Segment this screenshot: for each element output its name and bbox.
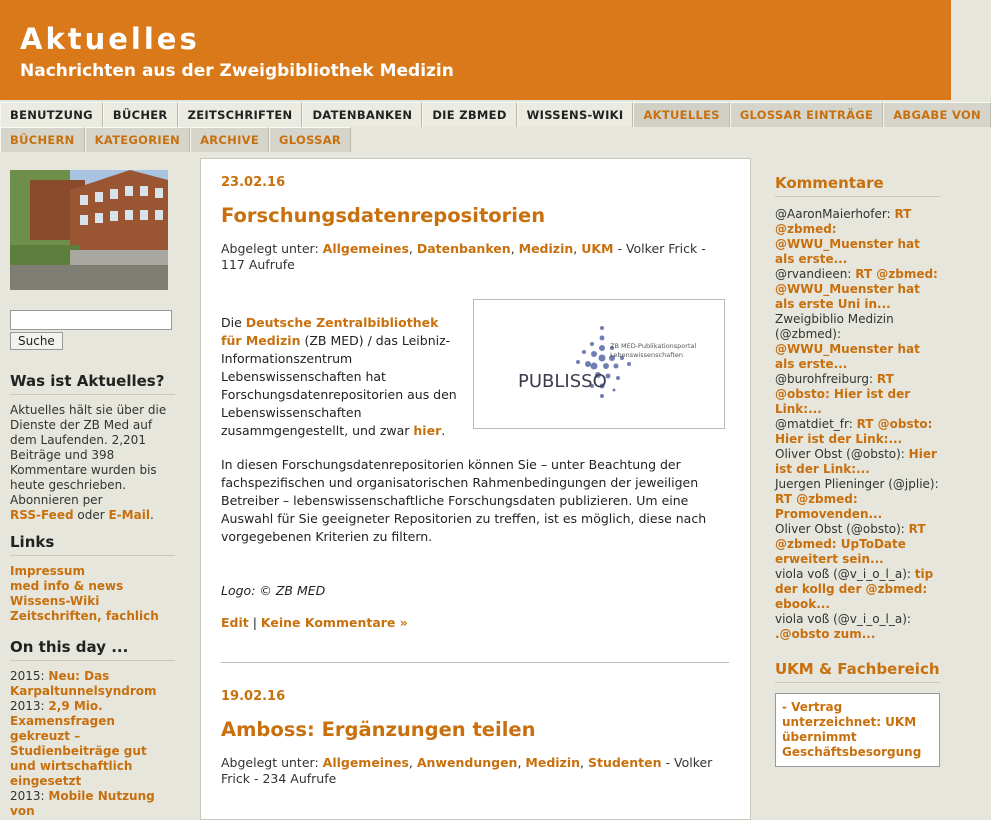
onthisday-heading: On this day ... bbox=[10, 638, 175, 661]
category-link[interactable]: Datenbanken bbox=[416, 241, 511, 256]
comment-item bbox=[775, 447, 940, 477]
nav-datenbanken[interactable]: DATENBANKEN bbox=[302, 102, 422, 127]
post-title[interactable]: Amboss: Ergänzungen teilen bbox=[221, 718, 536, 741]
nav-zeitschriften[interactable]: ZEITSCHRIFTEN bbox=[178, 102, 303, 127]
nav-die-zbmed[interactable]: DIE ZBMED bbox=[422, 102, 516, 127]
category-link[interactable]: UKM bbox=[581, 241, 614, 256]
nav-aktuelles[interactable]: AKTUELLES bbox=[633, 102, 729, 127]
comment-link[interactable]: RT @zbmed: Promovenden... bbox=[775, 492, 883, 521]
nav-wissens-wiki[interactable]: WISSENS-WIKI bbox=[517, 102, 634, 127]
post-title[interactable]: Forschungsdatenrepositorien bbox=[221, 204, 546, 227]
nav-archive[interactable]: ARCHIVE bbox=[190, 127, 269, 152]
comment-item bbox=[775, 567, 940, 612]
nav-row-2 bbox=[0, 127, 351, 153]
comment-author: @matdiet_fr: bbox=[775, 417, 853, 431]
link-med-info[interactable]: med info & news bbox=[10, 579, 124, 593]
site-title[interactable]: Aktuelles bbox=[20, 22, 200, 56]
onthisday-link[interactable]: 2,9 Mio. Examensfragen gekreuzt – Studienbeiträge gut und wirtschaftlich eingesetzt bbox=[10, 699, 147, 788]
comment-author: Oliver Obst (@obsto): bbox=[775, 522, 905, 536]
post-paragraph-2: In diesen Forschungsdatenrepositorien können Sie – unter Beachtung der fachspezifischen und organisatorischen Rahmenbedingungen der jeweiligen Betreiber – lebenswissenschaftliche Forschungsdaten publizieren. Um eine Auswahl für Sie geeigneter Repositorien zu treffen, ist es möglich, diese nach vorgegebenen Kriterien zu filtern. bbox=[221, 457, 707, 544]
comments-link[interactable]: Keine Kommentare » bbox=[260, 615, 408, 630]
comment-item bbox=[775, 417, 940, 447]
comment-link[interactable]: RT @zbmed: @WWU_Muenster hat als erste Uni in... bbox=[775, 267, 938, 311]
p1-text-b: (ZB MED) / das Leibniz-Informationszentrum Lebenswissenschaften hat Forschungsdatenrepositorien aus den Lebenswissenschaften zusammgengestellt, und zwar bbox=[221, 333, 457, 438]
about-or: oder bbox=[77, 508, 105, 522]
comment-link[interactable]: RT @zbmed: UpToDate erweitert sein... bbox=[775, 522, 926, 566]
comment-author: viola voß (@v_i_o_l_a): bbox=[775, 612, 911, 626]
main-nav bbox=[0, 100, 981, 152]
meta-suffix: - Volker Frick - 117 Aufrufe bbox=[221, 241, 706, 272]
nav-row-1 bbox=[0, 102, 991, 128]
post-body-intro bbox=[221, 314, 461, 440]
onthisday-year: 2013: bbox=[10, 699, 45, 713]
nav-glossar-eintraege[interactable]: GLOSSAR EINTRÄGE bbox=[730, 102, 883, 127]
hier-link[interactable]: hier bbox=[413, 423, 442, 438]
comment-author: Juergen Plieninger (@jplie): bbox=[775, 477, 939, 491]
comments-list bbox=[775, 207, 940, 642]
comment-author: Zweigbiblio Medizin (@zbmed): bbox=[775, 312, 894, 341]
search-input[interactable] bbox=[10, 310, 172, 330]
left-sidebar bbox=[10, 170, 175, 819]
post-date: 23.02.16 bbox=[221, 175, 286, 190]
comments-heading: Kommentare bbox=[775, 174, 940, 197]
site-header bbox=[0, 0, 951, 101]
post-body-2 bbox=[221, 456, 729, 632]
link-impressum[interactable]: Impressum bbox=[10, 564, 85, 578]
comment-link[interactable]: Hier ist der Link:... bbox=[775, 447, 937, 476]
onthisday-item bbox=[10, 699, 175, 789]
edit-link[interactable]: Edit bbox=[221, 615, 249, 630]
publisso-logo-image bbox=[474, 300, 724, 428]
links-list bbox=[10, 564, 175, 624]
category-link[interactable]: Medizin bbox=[518, 241, 574, 256]
category-link[interactable]: Allgemeines bbox=[322, 755, 409, 770]
onthisday-link[interactable]: Mobile Nutzung von bbox=[10, 789, 155, 818]
post bbox=[221, 689, 729, 787]
onthisday-item bbox=[10, 789, 175, 819]
post-paragraph-1: Die Deutsche Zentralbibliothek für Medizin (ZB MED) / das Leibniz-Informationszentrum Lebenswissenschaften hat Forschungsdatenrepositorien aus den Lebenswissenschaften zusammgengestellt, und zwar hier. bbox=[221, 315, 457, 438]
publisso-wordmark: PUBLISSO bbox=[518, 371, 607, 392]
comment-item bbox=[775, 312, 940, 372]
comment-item bbox=[775, 522, 940, 567]
nav-abgabe-von[interactable]: ABGABE VON bbox=[883, 102, 991, 127]
ukm-item-link[interactable]: - Vertrag unterzeichnet: UKM übernimmt Geschäftsbesorgung bbox=[782, 700, 922, 759]
link-zeitschriften[interactable]: Zeitschriften, fachlich bbox=[10, 609, 159, 623]
onthisday-link[interactable]: Neu: Das Karpaltunnelsyndrom bbox=[10, 669, 157, 698]
comment-author: @burohfreiburg: bbox=[775, 372, 874, 386]
comment-link[interactable]: RT @obsto: Hier ist der Link:... bbox=[775, 417, 933, 446]
category-link[interactable]: Anwendungen bbox=[416, 755, 518, 770]
nav-benutzung[interactable]: BENUTZUNG bbox=[0, 102, 103, 127]
email-link[interactable]: E-Mail bbox=[108, 508, 150, 522]
meta-prefix: Abgelegt unter: bbox=[221, 755, 319, 770]
comment-item bbox=[775, 612, 940, 642]
comment-author: @AaronMaierhofer: bbox=[775, 207, 891, 221]
comment-author: @rvandieen: bbox=[775, 267, 852, 281]
rss-feed-link[interactable]: RSS-Feed bbox=[10, 508, 74, 522]
comment-item bbox=[775, 372, 940, 417]
post-actions: Edit | Keine Kommentare » bbox=[221, 615, 408, 630]
ukm-box bbox=[775, 693, 940, 767]
ukm-heading: UKM & Fachbereich bbox=[775, 660, 940, 683]
category-link[interactable]: Medizin bbox=[525, 755, 581, 770]
nav-buecher[interactable]: BÜCHER bbox=[103, 102, 178, 127]
comment-author: Oliver Obst (@obsto): bbox=[775, 447, 905, 461]
onthisday-year: 2015: bbox=[10, 669, 45, 683]
comment-link[interactable]: @WWU_Muenster hat als erste... bbox=[775, 342, 920, 371]
comment-link[interactable]: RT @obsto: Hier ist der Link:... bbox=[775, 372, 911, 416]
publisso-caption-2: Lebenswissenschaften bbox=[610, 351, 684, 359]
publisso-caption-1: ZB MED-Publikationsportal bbox=[610, 342, 697, 350]
comment-author: viola voß (@v_i_o_l_a): bbox=[775, 567, 911, 581]
post bbox=[221, 175, 729, 273]
nav-glossar[interactable]: GLOSSAR bbox=[269, 127, 351, 152]
category-link[interactable]: Studenten bbox=[587, 755, 662, 770]
onthisday-list bbox=[10, 669, 175, 819]
building-image bbox=[10, 170, 168, 290]
right-sidebar bbox=[775, 172, 940, 767]
meta-prefix: Abgelegt unter: bbox=[221, 241, 319, 256]
zbmed-link[interactable]: Deutsche Zentralbibliothek für Medizin bbox=[221, 315, 439, 348]
nav-kategorien[interactable]: KATEGORIEN bbox=[85, 127, 190, 152]
meta-suffix: - Volker Frick - 234 Aufrufe bbox=[221, 755, 713, 786]
main-content bbox=[200, 158, 751, 820]
p1-text-a: Die bbox=[221, 315, 242, 330]
comment-item bbox=[775, 207, 940, 267]
comment-link[interactable]: tip der kollg der @zbmed: ebook... bbox=[775, 567, 934, 611]
post-date: 19.02.16 bbox=[221, 689, 286, 704]
about-body: Aktuelles hält sie über die Dienste der ZB Med auf dem Laufenden. 2,201 Beiträge und 398 Kommentare wurden bis heute geschrieben. Abonnieren per bbox=[10, 403, 167, 507]
logo-credit: Logo: © ZB MED bbox=[221, 583, 326, 598]
comment-item bbox=[775, 267, 940, 312]
comment-item bbox=[775, 477, 940, 522]
post-meta: Abgelegt unter: Allgemeines, Datenbanken, Medizin, UKM - Volker Frick - 117 Aufrufe bbox=[221, 241, 706, 272]
category-link[interactable]: Allgemeines bbox=[322, 241, 409, 256]
onthisday-item bbox=[10, 669, 175, 699]
about-heading: Was ist Aktuelles? bbox=[10, 372, 175, 395]
nav-buechern[interactable]: BÜCHERN bbox=[0, 127, 85, 152]
links-heading: Links bbox=[10, 533, 175, 556]
search-button[interactable]: Suche bbox=[10, 332, 63, 350]
comment-link[interactable]: .@obsto zum... bbox=[775, 627, 876, 641]
post-divider bbox=[221, 662, 729, 663]
comment-link[interactable]: RT @zbmed: @WWU_Muenster hat als erste... bbox=[775, 207, 920, 266]
about-text: Aktuelles hält sie über die Dienste der ZB Med auf dem Laufenden. 2,201 Beiträge und 398 Kommentare wurden bis heute geschrieben. Abonnieren per RSS-Feed oder E-Mail. bbox=[10, 403, 167, 522]
library-photo bbox=[10, 170, 168, 290]
publisso-logo bbox=[473, 299, 725, 429]
onthisday-year: 2013: bbox=[10, 789, 45, 803]
site-subtitle: Nachrichten aus der Zweigbibliothek Medizin bbox=[20, 61, 454, 81]
post-meta: Abgelegt unter: Allgemeines, Anwendungen, Medizin, Studenten - Volker Frick - 234 Aufrufe bbox=[221, 755, 713, 786]
link-wissens-wiki[interactable]: Wissens-Wiki bbox=[10, 594, 100, 608]
